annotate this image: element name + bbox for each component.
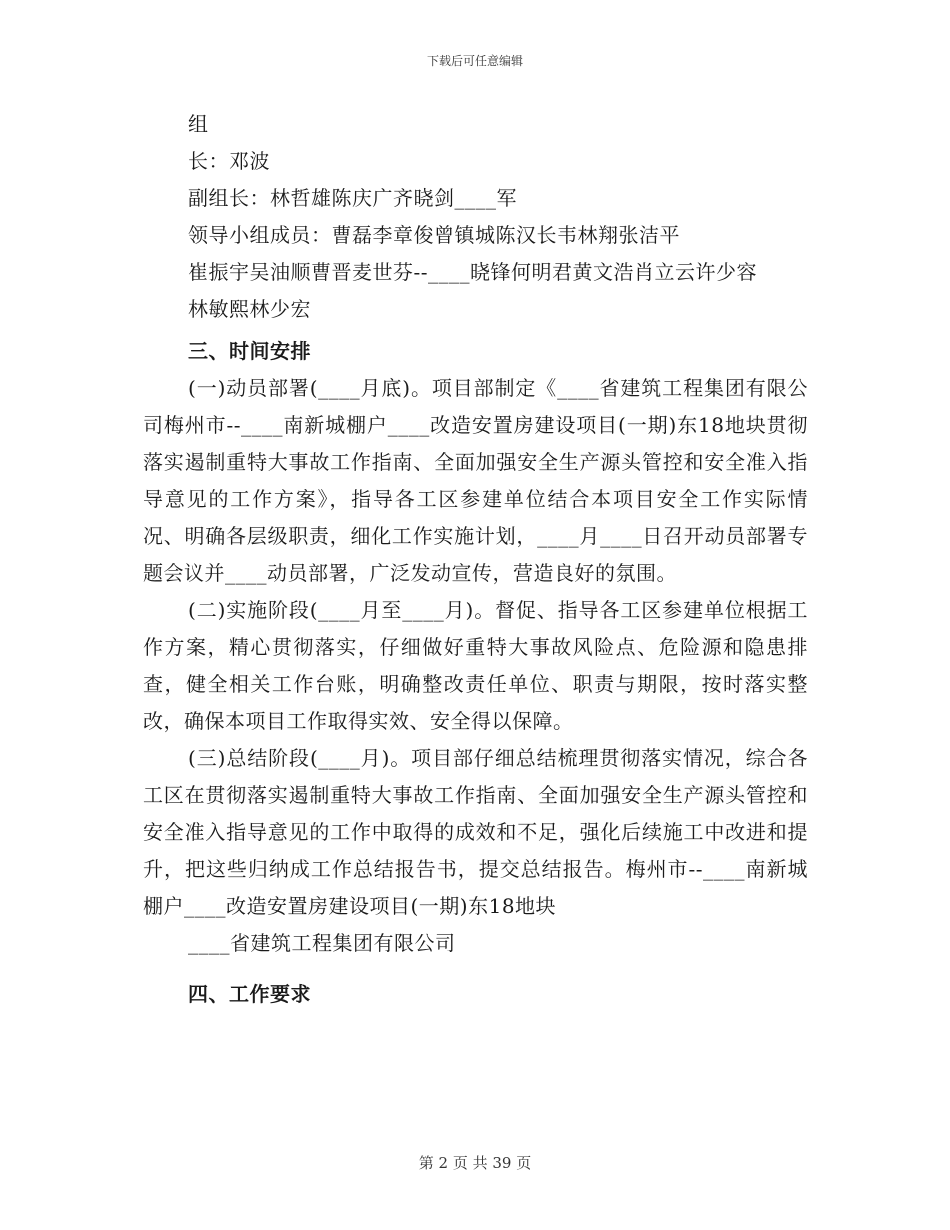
section-heading-4: 四、工作要求 [188,982,311,1006]
section-heading-3: 三、时间安排 [188,339,311,363]
company-name: ____省建筑工程集团有限公司 [188,931,456,955]
text-line-deputy: 副组长：林哲雄陈庆广齐晓剑____军 [188,186,517,210]
document-body [143,106,808,1013]
text-line-members-1: 领导小组成员：曹磊李章俊曾镇城陈汉长韦林翔张洁平 [188,223,680,247]
paragraph-implementation: (二)实施阶段(____月至____月)。督促、指导各工区参建单位根据工作方案，精心贯彻落实，仔细做好重特大事故风险点、危险源和隐患排查，健全相关工作台账，明确整改责任单位、职责与期限，按时落实整改，确保本项目工作取得实效、安全得以保障。 [143,598,808,733]
paragraph-summary: (三)总结阶段(____月)。项目部仔细总结梳理贯彻落实情况，综合各工区在贯彻落实遏制重特大事故工作指南、全面加强安全生产源头管控和安全准入指导意见的工作中取得的成效和不足，强化后续施工中改进和提升，把这些归纳成工作总结报告书，提交总结报告。梅州市--____南新城棚户____改造安置房建设项目(一期)东18地块 [143,746,808,918]
page-footer: 第 2 页 共 39 页 [418,1154,532,1172]
paragraph-mobilization: (一)动员部署(____月底)。项目部制定《____省建筑工程集团有限公司梅州市--____南新城棚户____改造安置房建设项目(一期)东18地块贯彻落实遏制重特大事故工作指南、全面加强安全生产源头管控和安全准入指导意见的工作方案》，指导各工区参建单位结合本项目安全工作实际情况、明确各层级职责，细化工作实施计划，____月____日召开动员部署专题会议并____动员部署，广泛发动宣传，营造良好的氛围。 [143,376,808,585]
text-line-zu: 组 [188,112,209,136]
text-line-leader: 长：邓波 [188,149,270,173]
page-header: 下载后可任意编辑 [426,54,523,68]
text-line-members-2: 崔振宇吴油顺曹晋麦世芬--____晓锋何明君黄文浩肖立云许少容 [188,260,758,284]
text-line-members-3: 林敏熙林少宏 [188,297,311,321]
